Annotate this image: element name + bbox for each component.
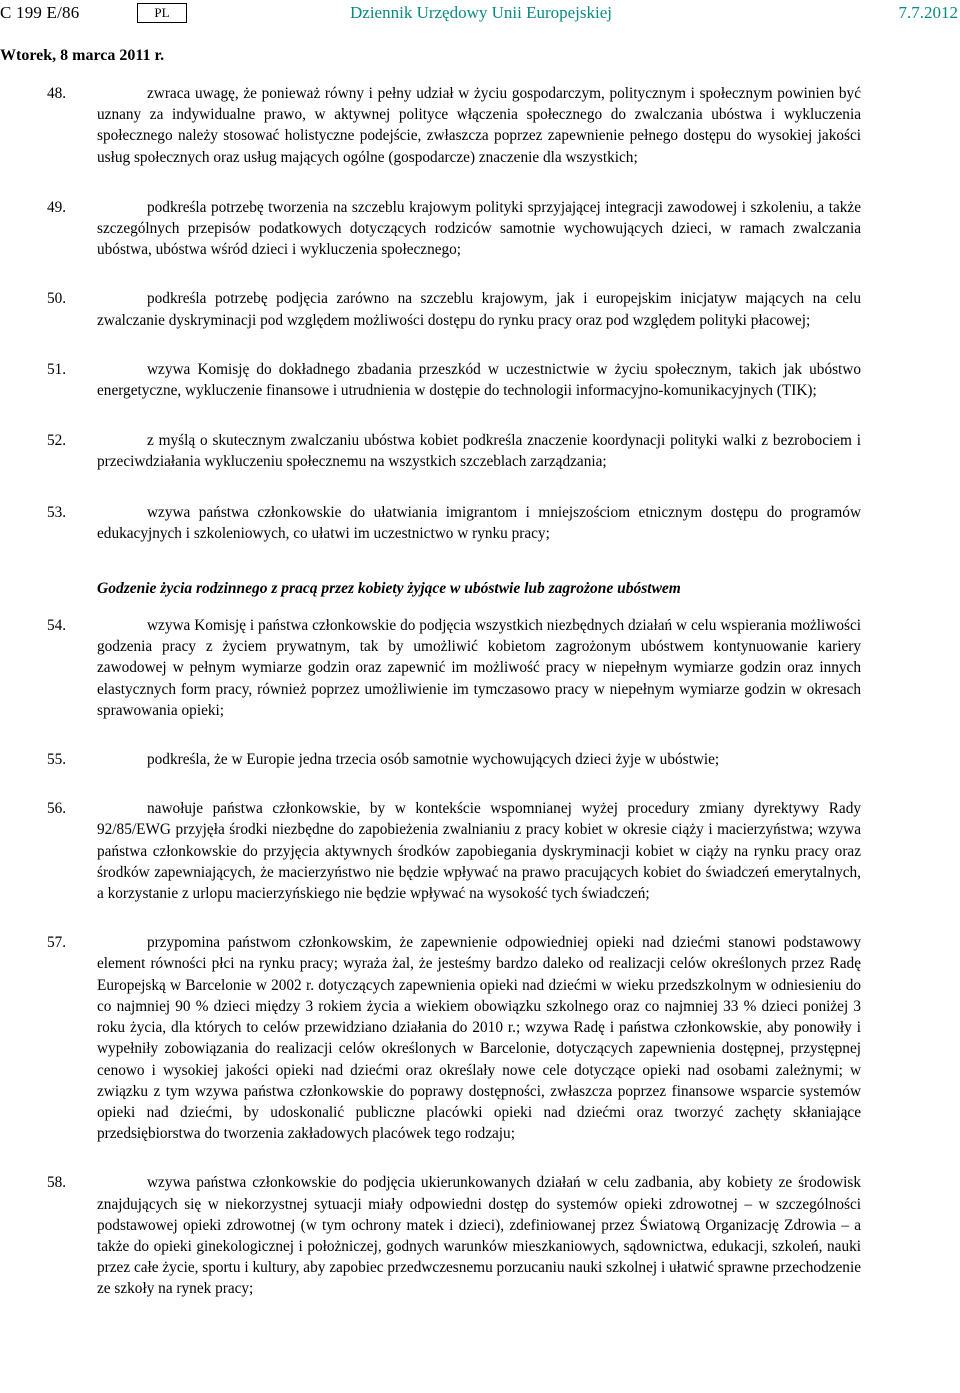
paragraph-text: przypomina państwom członkowskim, że zapewnienie odpowiedniej opieki nad dziećmi stanowi podstawowy element równości płci na rynku pracy; wyraża żal, że jesteśmy bardzo daleko od realizacji celów określonych przez Radę Europejską w Barcelonie w 2002 r. dotyczących zapewnienia opieki nad dziećmi w wieku przedszkolnym w odniesieniu do co najmniej 90 % dzieci między 3 rokiem życia a wiekiem obowiązku szkolnego oraz co najmniej 33 % dzieci poniżej 3 roku życia, dla których to celów przewidziano działania do 2010 r.; wzywa Radę i państwa członkowskie, aby ponowiły i wypełniły zobowiązania do realizacji celów określonych w Barcelonie, dotyczących zapewnienia dostępnej, przystępnej cenowo i wysokiej jakości opieki nad dziećmi oraz określały nowe cele dotyczące opieki nad osobami zależnymi; w związku z tym wzywa państwa członkowskie do poprawy dostępności, zwłaszcza poprzez finansowe wsparcie systemów opieki nad dziećmi, by udoskonalić publiczne placówki opieki nad dziećmi oraz tworzyć zachęty skłaniające przedsiębiorstwa do tworzenia zakładowych placówek tego rodzaju;: [97, 934, 861, 1143]
paragraph-text: wzywa Komisję i państwa członkowskie do podjęcia wszystkich niezbędnych działań w celu wspierania możliwości godzenia pracy z życiem prywatnym, tak by umożliwić kobietom zagrożonym ubóstwem kontynuowanie kariery zawodowej w pełnym wymiarze godzin oraz zapewnić im możliwość pracy w niepełnym wymiarze godzin oraz innych elastycznych form pracy, również poprzez umożliwienie im tymczasowo pracy w niepełnym wymiarze godzin w okresach sprawowania opieki;: [97, 617, 861, 719]
page-header: [0, 0, 960, 26]
paragraph-51: [47, 359, 861, 401]
paragraph-text: zwraca uwagę, że ponieważ równy i pełny udział w życiu gospodarczym, politycznym i społecznym powinien być uznany za indywidualne prawo, w aktywnej polityce włączenia społecznego do zwalczania ubóstwa i wykluczenia społecznego należy stosować holistyczne podejście, zwłaszcza poprzez zapewnienie pełnego dostępu do wysokiej jakości usług społecznych oraz usług mających ogólne (gospodarcze) znaczenie dla wszystkich;: [97, 85, 861, 166]
paragraph-57: [47, 932, 861, 1144]
section-heading: Godzenie życia rodzinnego z pracą przez kobiety żyjące w ubóstwie lub zagrożone ubóstwem: [97, 580, 681, 598]
paragraph-52: [47, 430, 861, 472]
paragraph-number: 55.: [47, 751, 67, 769]
paragraph-53: [47, 502, 861, 544]
paragraph-50: [47, 288, 861, 330]
paragraph-number: 53.: [47, 503, 67, 521]
paragraph-text: podkreśla potrzebę podjęcia zarówno na szczeblu krajowym, jak i europejskim inicjatyw mających na celu zwalczanie dyskryminacji pod względem możliwości dostępu do rynku pracy oraz pod względem polityki płacowej;: [97, 290, 861, 329]
paragraph-number: 48.: [47, 85, 67, 102]
journal-title: Dziennik Urzędowy Unii Europejskiej: [350, 3, 613, 22]
paragraph-number: 57.: [47, 934, 67, 952]
paragraph-number: 50.: [47, 290, 67, 308]
session-date: Wtorek, 8 marca 2011 r.: [0, 47, 165, 64]
paragraph-text: wzywa Komisję do dokładnego zbadania przeszkód w uczestnictwie w życiu społecznym, takich jak ubóstwo energetyczne, wykluczenie finansowe i utrudnienia w dostępie do technologii informacyjno-komunikacyjnych (TIK);: [97, 360, 861, 400]
publication-date: 7.7.2012: [898, 3, 958, 22]
document-body: [47, 83, 861, 1300]
paragraph-text: wzywa państwa członkowskie do podjęcia ukierunkowanych działań w celu zadbania, aby kobiety ze środowisk znajdujących się w niekorzystnej sytuacji miały odpowiedni dostęp do systemów opieki zdrowotnej – w szczególności podstawowej opieki zdrowotnej (w tym ochrony matek i dzieci), zdefiniowanej przez Światową Organizację Zdrowia – a także do opieki ginekologicznej i położniczej, godnych warunków mieszkaniowych, sądownictwa, edukacji, szkoleń, nauki przez całe życie, sportu i kultury, aby zapobiec przedwczesnemu porzucaniu nauki szkolnej i ułatwić sprawne przechodzenie ze szkoły na rynek pracy;: [97, 1174, 861, 1298]
paragraph-number: 52.: [47, 432, 67, 450]
paragraph-49: [47, 197, 861, 261]
paragraph-text: nawołuje państwa członkowskie, by w kontekście wspomnianej wyżej procedury zmiany dyrektywy Rady 92/85/EWG przyjęła środki niezbędne do zapobieżenia zwalnianiu z pracy kobiet w okresie ciąży i macierzyństwa; wzywa państwa członkowskie do przyjęcia aktywnych środków zapobiegania dyskryminacji kobiet w ciąży na rynku pracy oraz środków zapewniających, że macierzyństwo nie będzie wpływać na prawo pracujących kobiet do świadczeń emerytalnych, a korzystanie z urlopu macierzyńskiego nie będzie wpływać na wysokość tych świadczeń;: [97, 800, 861, 903]
paragraph-text: z myślą o skutecznym zwalczaniu ubóstwa kobiet podkreśla znaczenie koordynacji polityki walki z bezrobociem i przeciwdziałania wykluczeniu społecznemu na wszystkich szczeblach zarządzania;: [97, 432, 861, 471]
paragraph-text: podkreśla, że w Europie jedna trzecia osób samotnie wychowujących dzieci żyje w ubóstwie;: [147, 751, 720, 769]
paragraph-55: [47, 749, 861, 770]
paragraph-number: 49.: [47, 198, 67, 216]
paragraph-text: podkreśla potrzebę tworzenia na szczeblu krajowym polityki sprzyjającej integracji zawodowej i szkoleniu, a także szczególnych przepisów podatkowych dotyczących rodziców samotnie wychowujących dzieci, w ramach zwalczania ubóstwa, ubóstwa wśród dzieci i wykluczenia społecznego;: [97, 198, 861, 259]
paragraph-56: [47, 798, 861, 904]
paragraph-number: 56.: [47, 800, 67, 818]
paragraph-58: [47, 1172, 861, 1299]
paragraph-48: [47, 83, 861, 168]
page-reference: C 199 E/86: [0, 3, 80, 22]
language-badge: PL: [137, 3, 187, 23]
paragraph-54: [47, 615, 861, 721]
paragraph-number: 51.: [47, 360, 67, 378]
paragraph-number: 54.: [47, 617, 67, 635]
paragraph-text: wzywa państwa członkowskie do ułatwiania imigrantom i mniejszościom etnicznym dostępu do programów edukacyjnych i szkoleniowych, co ułatwi im uczestnictwo w rynku pracy;: [97, 503, 861, 542]
paragraph-number: 58.: [47, 1174, 67, 1192]
